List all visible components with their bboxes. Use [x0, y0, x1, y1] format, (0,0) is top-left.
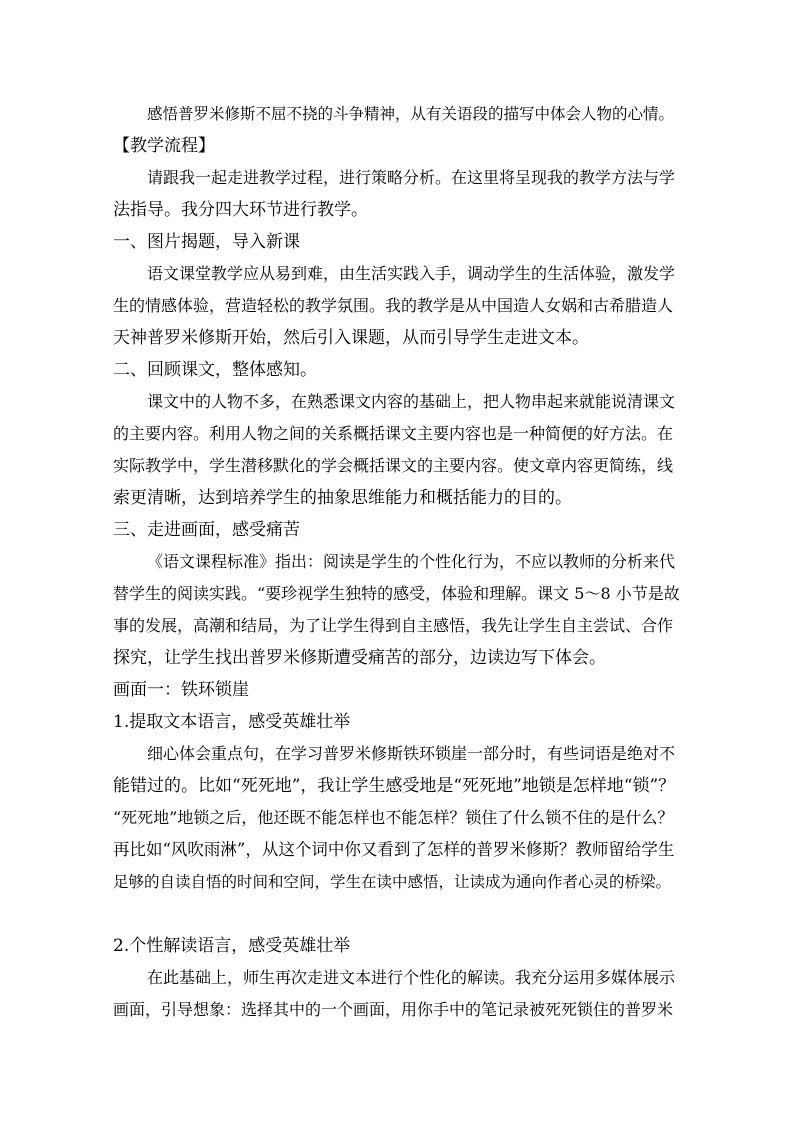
paragraph-line: 在此基础上，师生再次走进文本进行个性化的解读。我充分运用多媒体展示 — [147, 968, 676, 987]
section-heading: 二、回顾课文，整体感知。 — [113, 360, 317, 380]
paragraph-line: 画面，引导想象：选择其中的一个画面，用你手中的笔记录被死死锁住的普罗米 — [113, 1000, 674, 1019]
paragraph-line: 足够的自读自悟的时间和空间，学生在读中感悟，让读成为通向作者心灵的桥梁。 — [113, 873, 672, 891]
document-body — [113, 98, 688, 1026]
subsection-heading: 画面一：铁环锁崖 — [113, 680, 249, 700]
paragraph-line: 感悟普罗米修斯不屈不挠的斗争精神，从有关语段的描写中体会人物的心情。 — [147, 105, 675, 123]
paragraph-line: “死死地”地锁之后，他还既不能怎样也不能怎样？锁住了什么锁不住的是什么？ — [113, 808, 674, 827]
paragraph-line: 再比如“风吹雨淋”，从这个词中你又看到了怎样的普罗米修斯？教师留给学生 — [113, 840, 675, 859]
subsection-heading: 2.个性解读语言，感受英雄壮举 — [113, 936, 351, 956]
section-heading: 一、图片揭题，导入新课 — [113, 232, 300, 252]
paragraph-line: 课文中的人物不多，在熟悉课文内容的基础上，把人物串起来就能说清课文 — [147, 392, 676, 411]
paragraph-line: 《语文课程标准》指出：阅读是学生的个性化行为，不应以教师的分析来代 — [147, 552, 676, 571]
paragraph-line: 的主要内容。利用人物之间的关系概括课文主要内容也是一种简便的好方法。在 — [113, 424, 674, 443]
paragraph-line: 生的情感体验，营造轻松的教学氛围。我的教学是从中国造人女娲和古希腊造人 — [113, 296, 674, 315]
paragraph-line: 事的发展，高潮和结局，为了让学生得到自主感悟，我先让学生自主尝试、合作 — [113, 616, 674, 635]
paragraph-line: 天神普罗米修斯开始，然后引入课题，从而引导学生走进文本。 — [113, 328, 589, 348]
paragraph-line: 索更清晰，达到培养学生的抽象思维能力和概括能力的目的。 — [113, 488, 572, 508]
paragraph-line: 探究，让学生找出普罗米修斯遭受痛苦的部分，边读边写下体会。 — [113, 648, 606, 668]
paragraph-line: 细心体会重点句，在学习普罗米修斯铁环锁崖一部分时，有些词语是绝对不 — [147, 744, 676, 763]
paragraph-line: 请跟我一起走进教学过程，进行策略分析。在这里将呈现我的教学方法与学 — [147, 168, 676, 187]
paragraph-line: 实际教学中，学生潜移默化的学会概括课文的主要内容。使文章内容更简练，线 — [113, 456, 674, 475]
paragraph-line: 语文课堂教学应从易到难，由生活实践入手，调动学生的生活体验，激发学 — [147, 264, 676, 283]
section-heading: 【教学流程】 — [113, 136, 215, 156]
blank-line — [113, 898, 688, 930]
paragraph-line: 法指导。我分四大环节进行教学。 — [113, 200, 368, 220]
paragraph-line: 能错过的。比如“死死地”，我让学生感受地是“死死地”地锁是怎样地“锁”？ — [113, 776, 676, 796]
subsection-heading: 1.提取文本语言，感受英雄壮举 — [113, 712, 351, 732]
paragraph-line: 替学生的阅读实践。“要珍视学生独特的感受，体验和理解。课文 5～8 小节是故 — [113, 584, 680, 603]
section-heading: 三、走进画面，感受痛苦 — [113, 520, 300, 540]
